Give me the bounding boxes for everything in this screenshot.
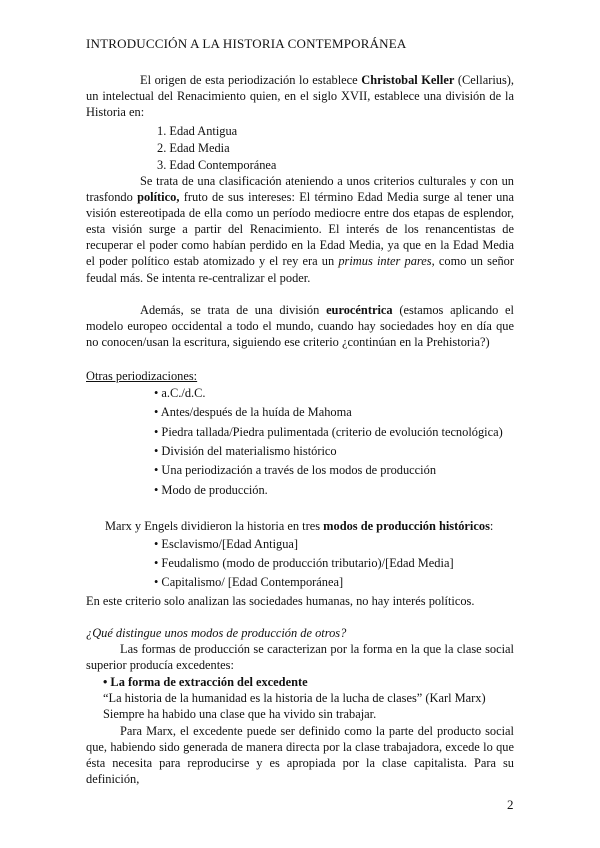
list-item: • Antes/después de la huída de Mahoma: [154, 405, 352, 419]
list-item: • Esclavismo/[Edad Antigua]: [154, 537, 299, 551]
list-item-bold: [103, 674, 308, 690]
list-item: • División del materialismo histórico: [154, 444, 337, 458]
list-item: 3. Edad Contemporánea: [157, 158, 277, 172]
question-heading: [86, 625, 346, 641]
list-item: • Capitalismo/ [Edad Contemporánea]: [154, 575, 344, 589]
paragraph-text: (Cellarius), un intelectual del Renacimiento quien, en el siglo XVII, establece una división de la Historia en:: [86, 73, 515, 120]
bold-term: eurocéntrica: [326, 303, 393, 317]
bold-term: • La forma de extracción del excedente: [103, 675, 308, 689]
paragraph-eurocentric: [86, 302, 514, 350]
paragraph-text: fruto de sus intereses: El término Edad Media surge al tener una visión estereotipada de ella como un período mediocre entre dos etapas de esplendor, esta visión surge a partir del Renacimiento. El interés de los renancentistas de recuperar el poder como habían perdido en la Edad Media, ya que en la Edad Media el poder político estab atomizado y el rey era un: [86, 190, 514, 269]
paragraph-text: :: [489, 519, 494, 533]
list-item: • Piedra tallada/Piedra pulimentada (criterio de evolución tecnológica): [154, 425, 503, 439]
list-item: 1. Edad Antigua: [157, 124, 238, 138]
list-item: • a.C./d.C.: [154, 386, 206, 400]
paragraph-text: (estamos aplicando el modelo europeo occidental a todo el mundo, cuando hay sociedades hoy en día que no conocen/usan la escritura, siguiendo ese criterio ¿continúan en la Prehistoria?): [86, 303, 514, 350]
running-header: INTRODUCCIÓN A LA HISTORIA CONTEMPORÁNEA: [86, 36, 407, 51]
paragraph-text: El origen de esta periodización lo establece: [140, 73, 362, 87]
paragraph-production-forms: Las formas de producción se caracterizan por la forma en la que la clase social superior producía excedentes:: [86, 642, 514, 673]
bold-term: político,: [137, 190, 180, 205]
paragraph-text: como un señor feudal más. Se intenta re-centralizar el poder.: [86, 254, 514, 285]
paragraph-marx: [105, 518, 493, 534]
italic-term: primus inter pares,: [338, 254, 435, 269]
bold-term: Christobal Keller: [361, 73, 455, 87]
paragraph-text: Se trata de una clasificación ateniendo a unos criterios culturales y con un trasfondo: [86, 174, 514, 205]
statement-line: Siempre ha habido una clase que ha vivido sin trabajar.: [103, 707, 377, 721]
section-heading: [86, 368, 197, 384]
list-item: 2. Edad Media: [157, 141, 230, 155]
page-number: 2: [507, 797, 514, 812]
marx-quote: “La historia de la humanidad es la historia de la lucha de clases” (Karl Marx): [103, 691, 486, 705]
list-item: • Modo de producción.: [154, 483, 268, 497]
paragraph-text: Marx y Engels dividieron la historia en tres: [105, 519, 324, 533]
paragraph-origin: [86, 72, 514, 120]
heading-text: Otras periodizaciones:: [86, 369, 198, 383]
criterion-note: En este criterio solo analizan las sociedades humanas, no hay interés políticos.: [86, 594, 475, 608]
paragraph-classification: [86, 173, 514, 286]
bold-term: modos de producción históricos: [323, 519, 490, 533]
heading-text: ¿Qué distingue unos modos de producción de otros?: [86, 626, 347, 640]
list-item: • Una periodización a través de los modos de producción: [154, 463, 437, 477]
paragraph-surplus-definition: Para Marx, el excedente puede ser definido como la parte del producto social que, habiendo sido generada de manera directa por la clase trabajadora, excede lo que ésta necesita para reproducirse y es apropiada por la clase capitalista. Para su definición,: [86, 724, 514, 787]
list-item: • Feudalismo (modo de producción tributario)/[Edad Media]: [154, 556, 454, 570]
paragraph-text: Además, se trata de una división: [140, 303, 327, 317]
